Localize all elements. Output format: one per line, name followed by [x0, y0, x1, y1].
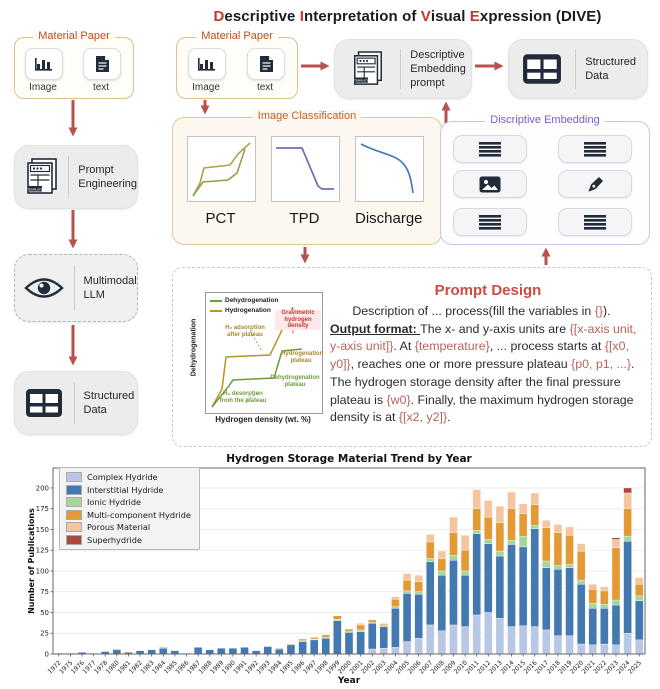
text-label: text	[256, 82, 274, 93]
svg-text:50: 50	[40, 608, 49, 617]
svg-text:TEMPLATE: TEMPLATE	[353, 78, 369, 83]
svg-text:2012: 2012	[476, 659, 493, 676]
legend-entry: Porous Material	[66, 522, 191, 532]
material-paper-label: Material Paper	[33, 30, 115, 42]
legend-swatch	[66, 485, 82, 495]
legend-entry: Ionic Hydride	[66, 497, 191, 507]
svg-text:2003: 2003	[371, 659, 388, 676]
svg-text:2002: 2002	[360, 659, 377, 676]
svg-text:2025: 2025	[627, 659, 644, 676]
image-label: Image	[192, 82, 220, 93]
mini-legend-dehydrogenation: Dehydrogenation	[210, 297, 278, 304]
prompt-design-title: Prompt Design	[434, 282, 542, 299]
svg-text:0: 0	[44, 650, 49, 659]
tpd-chart	[271, 136, 340, 202]
annotation-h2-adsorption: H₂ adsorption after plateau	[225, 325, 265, 338]
svg-text:1982: 1982	[127, 659, 144, 676]
prompt-engineering-box	[14, 145, 138, 209]
table-icon	[509, 53, 575, 85]
svg-text:1987: 1987	[185, 659, 203, 676]
structured-data-label: Structured Data	[83, 389, 135, 416]
legend-swatch	[66, 497, 82, 507]
svg-text:2014: 2014	[499, 659, 516, 676]
document-icon	[95, 55, 110, 73]
svg-text:2013: 2013	[487, 659, 504, 676]
legend-swatch	[66, 522, 82, 532]
svg-text:2011: 2011	[464, 659, 481, 676]
mini-chart-ylabel: Dehydrogenation	[190, 318, 198, 377]
svg-text:175: 175	[35, 505, 49, 514]
svg-text:2018: 2018	[545, 659, 562, 676]
svg-text:1992: 1992	[243, 659, 261, 676]
svg-text:2017: 2017	[534, 659, 551, 676]
discharge-chart	[355, 136, 424, 202]
svg-text:1999: 1999	[325, 659, 342, 676]
svg-text:2009: 2009	[441, 659, 458, 676]
mini-chart-xlabel: Hydrogen density (wt. %)	[215, 415, 311, 424]
svg-text:125: 125	[35, 546, 49, 555]
svg-text:2024: 2024	[615, 659, 632, 676]
structured-data-box-left	[14, 371, 138, 435]
list-icon	[584, 214, 606, 230]
svg-text:75: 75	[40, 588, 49, 597]
mini-legend-hydrogenation: Hydrogenation	[210, 307, 271, 314]
descriptive-embedding-box	[440, 114, 650, 245]
svg-text:1991: 1991	[232, 659, 249, 676]
svg-text:1978: 1978	[93, 659, 110, 676]
svg-text:2007: 2007	[418, 659, 435, 676]
svg-text:1996: 1996	[290, 659, 307, 676]
svg-text:150: 150	[35, 525, 49, 534]
material-paper-box-top	[176, 30, 298, 99]
mini-chart-frame	[205, 292, 323, 414]
text-label: text	[92, 82, 110, 93]
svg-text:1990: 1990	[220, 659, 237, 676]
image-icon	[479, 176, 501, 193]
prompt-output-format: Output format: The x- and y-axis units are {[x-axis unit, y-axis unit]}. At {temperature}, ... process starts at {[x0, y0]}, reaches one or more pressure plateau {p0, p1, ...}. The hydrogen storage density after the final pressure plateau is {w0}. Finally, the maximum hydrogen storage density is at {[x2, y2]}.	[330, 321, 637, 425]
svg-text:1994: 1994	[267, 659, 284, 676]
pct-label: PCT	[205, 210, 236, 227]
table-icon	[15, 388, 74, 418]
image-button	[188, 48, 226, 80]
eye-icon	[15, 275, 74, 301]
prompt-line-1: Description of ... process(fill the variables in {}).	[352, 304, 611, 318]
svg-text:2006: 2006	[406, 659, 423, 676]
prompt-design-text	[330, 303, 648, 427]
legend-entry: Multi-component Hydride	[66, 510, 191, 520]
legend-entry: Superhydride	[66, 535, 191, 545]
legend-entry: Complex Hydride	[66, 472, 191, 482]
annotation-h2-desorption: H₂ desorption from the plateau	[219, 391, 267, 404]
pen-block-pill	[558, 170, 632, 198]
template-icon	[15, 157, 68, 197]
text-block-pill	[453, 208, 527, 236]
annotation-hydrogenation-plateau: Hydrogenation plateau	[281, 351, 324, 364]
figure-title: Descriptive Interpretation of Visual Expression (DIVE)	[213, 8, 602, 25]
descriptive-embedding-label: Discriptive Embedding	[485, 114, 604, 126]
annotation-dehydrogenation-plateau: Dehydrogenation plateau	[270, 375, 320, 388]
svg-text:1986: 1986	[174, 659, 191, 676]
image-classification-label: Image Classification	[253, 110, 361, 122]
list-icon	[479, 214, 501, 230]
annotation-gravimetric-density: Gravimetric hydrogen density	[275, 310, 321, 330]
svg-text:2021: 2021	[580, 659, 597, 676]
bar-chart-icon	[34, 56, 54, 72]
svg-text:2001: 2001	[348, 659, 365, 676]
svg-text:1985: 1985	[162, 659, 179, 676]
svg-text:100: 100	[35, 567, 49, 576]
legend-entry: Interstitial Hydride	[66, 485, 191, 495]
svg-text:1977: 1977	[81, 659, 98, 676]
svg-text:1993: 1993	[255, 659, 272, 676]
svg-text:2016: 2016	[522, 659, 539, 676]
hydrogen-mini-chart	[183, 288, 323, 436]
svg-text:Year: Year	[337, 676, 361, 686]
svg-text:1989: 1989	[209, 659, 226, 676]
chart-legend	[59, 467, 200, 550]
document-icon	[259, 55, 274, 73]
svg-text:1972: 1972	[46, 659, 63, 676]
svg-text:1995: 1995	[278, 659, 295, 676]
material-paper-box-left	[14, 30, 134, 99]
svg-text:2008: 2008	[429, 659, 446, 676]
descriptive-embedding-prompt-box	[334, 39, 472, 99]
svg-text:2000: 2000	[336, 659, 353, 676]
svg-text:1980: 1980	[104, 659, 121, 676]
image-classification-box	[172, 110, 442, 245]
multimodal-llm-box	[14, 254, 138, 322]
text-block-pill	[453, 135, 527, 163]
svg-text:1997: 1997	[302, 659, 319, 676]
pct-chart	[187, 136, 256, 202]
structured-data-box-top	[508, 39, 648, 99]
svg-text:1981: 1981	[116, 659, 133, 676]
prompt-engineering-label: Prompt Engineering	[78, 163, 137, 190]
svg-text:25: 25	[40, 629, 49, 638]
svg-text:2005: 2005	[394, 659, 411, 676]
template-icon	[335, 49, 400, 89]
structured-data-label: Structured Data	[585, 55, 636, 82]
legend-swatch	[66, 510, 82, 520]
material-paper-label: Material Paper	[196, 30, 278, 42]
list-icon	[479, 141, 501, 157]
svg-text:2023: 2023	[603, 659, 620, 676]
svg-text:1984: 1984	[151, 659, 168, 676]
tpd-label: TPD	[289, 210, 320, 227]
text-button	[247, 48, 285, 80]
discharge-label: Discharge	[355, 210, 423, 227]
svg-text:Hydrogen Storage Material Tren: Hydrogen Storage Material Trend by Year	[226, 453, 472, 465]
text-block-pill	[558, 135, 632, 163]
svg-text:Number of Publications: Number of Publications	[27, 508, 36, 614]
list-icon	[584, 141, 606, 157]
svg-text:1988: 1988	[197, 659, 214, 676]
image-label: Image	[29, 82, 57, 93]
legend-swatch	[66, 535, 82, 545]
svg-text:200: 200	[35, 484, 49, 493]
svg-text:2015: 2015	[510, 659, 528, 676]
text-block-pill	[558, 208, 632, 236]
publication-trend-chart	[25, 450, 657, 689]
image-button	[25, 48, 63, 80]
bar-chart-icon	[197, 56, 217, 72]
svg-text:1976: 1976	[69, 659, 86, 676]
svg-text:2022: 2022	[592, 659, 609, 676]
svg-text:1975: 1975	[58, 659, 75, 676]
text-button	[83, 48, 121, 80]
descriptive-embedding-prompt-label: Descriptive Embedding prompt	[410, 48, 466, 90]
svg-text:1998: 1998	[313, 659, 330, 676]
svg-text:2019: 2019	[557, 659, 574, 676]
multimodal-llm-label: Multimodal LLM	[83, 274, 137, 301]
svg-text:2020: 2020	[568, 659, 586, 676]
image-block-pill	[453, 170, 527, 198]
svg-text:TEMPLATE: TEMPLATE	[26, 187, 43, 192]
pen-icon	[586, 175, 605, 194]
legend-swatch	[66, 472, 82, 482]
svg-text:2010: 2010	[452, 659, 469, 676]
svg-text:1983: 1983	[139, 659, 156, 676]
svg-text:2004: 2004	[383, 659, 400, 676]
